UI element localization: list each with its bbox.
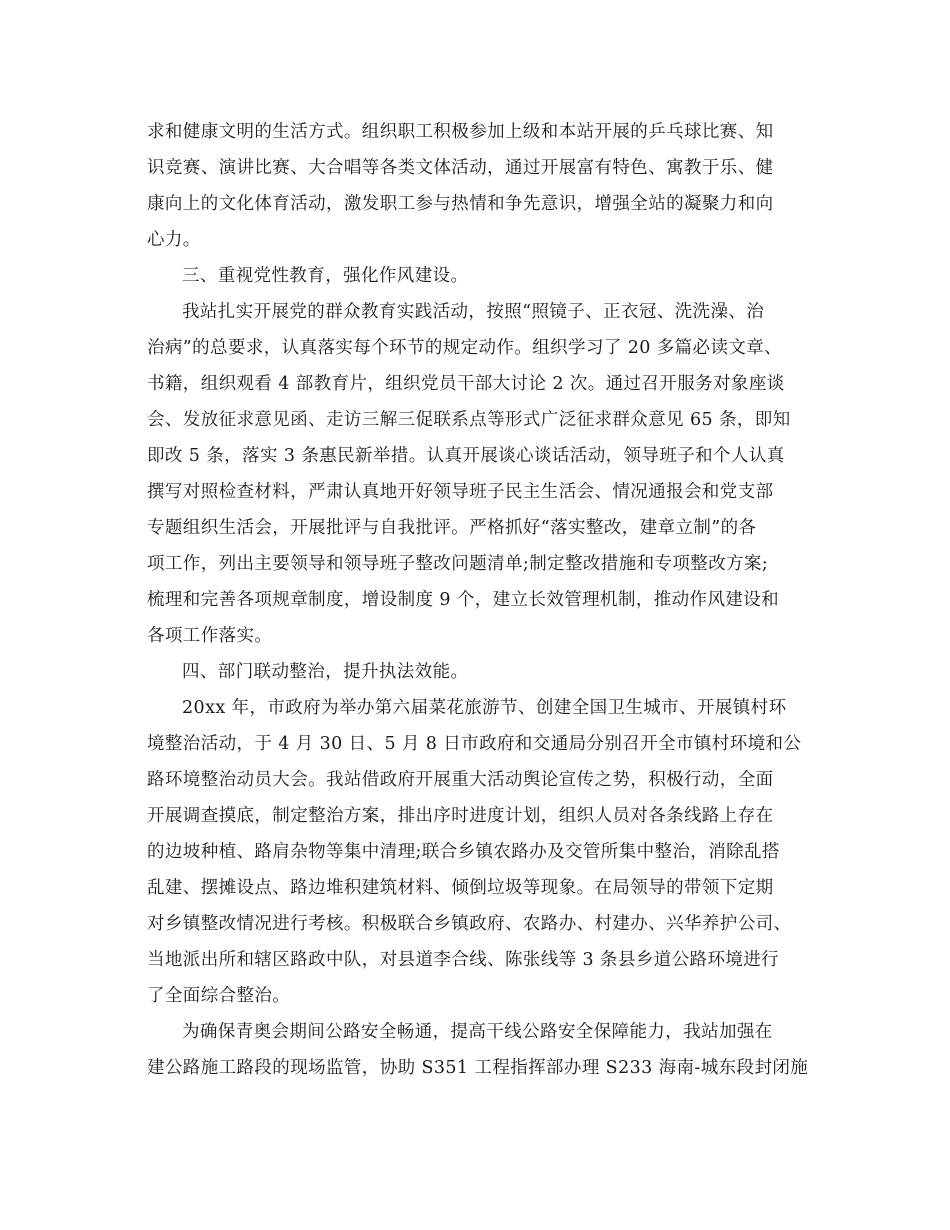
text-line: 对乡镇整改情况进行考核。积极联合乡镇政府、农路办、村建办、兴华养护公司、: [147, 914, 792, 934]
text-line: 求和健康文明的生活方式。组织职工积极参加上级和本站开展的乒乓球比赛、知: [147, 122, 774, 142]
text-line: 境整治活动，于 4 月 30 日、5 月 8 日市政府和交通局分别召开全市镇村环境和公: [147, 734, 802, 754]
section-heading: 四、部门联动整治，提升执法效能。: [182, 662, 469, 682]
text-line: 书籍，组织观看 4 部教育片，组织党员干部大讨论 2 次。通过召开服务对象座谈: [147, 374, 785, 394]
text-line: 当地派出所和辖区路政中队，对县道李合线、陈张线等 3 条县乡道公路环境进行: [147, 950, 780, 970]
text-line: 康向上的文化体育活动，激发职工参与热情和争先意识，增强全站的凝聚力和向: [147, 194, 774, 214]
text-line: 建公路施工路段的现场监管，协助 S351 工程指挥部办理 S233 海南-城东段封闭施: [147, 1058, 809, 1078]
text-line: 治病”的总要求，认真落实每个环节的规定动作。组织学习了 20 多篇必读文章、: [147, 338, 783, 358]
text-line: 路环境整治动员大会。我站借政府开展重大活动舆论宣传之势，积极行动，全面: [147, 770, 774, 790]
text-line: 识竞赛、演讲比赛、大合唱等各类文体活动，通过开展富有特色、寓教于乐、健: [147, 158, 774, 178]
text-line: 20xx 年，市政府为举办第六届菜花旅游节、创建全国卫生城市、开展镇村环: [182, 698, 787, 718]
text-line: 梳理和完善各项规章制度，增设制度 9 个，建立长效管理机制，推动作风建设和: [147, 590, 780, 610]
text-line: 专题组织生活会，开展批评与自我批评。严格抓好“落实整改，建章立制”的各: [147, 518, 757, 538]
text-line: 各项工作落实。: [147, 626, 273, 646]
text-line: 会、发放征求意见函、走访三解三促联系点等形式广泛征求群众意见 65 条，即知: [147, 410, 791, 430]
text-line: 了全面综合整治。: [147, 986, 291, 1006]
text-line: 即改 5 条，落实 3 条惠民新举措。认真开展谈心谈话活动，领导班子和个人认真: [147, 446, 785, 466]
text-line: 心力。: [147, 230, 201, 250]
text-line: 项工作，列出主要领导和领导班子整改问题清单;制定整改措施和专项整改方案;: [147, 554, 769, 574]
text-line: 我站扎实开展党的群众教育实践活动，按照“照镜子、正衣冠、洗洗澡、治: [182, 302, 765, 322]
text-line: 的边坡种植、路肩杂物等集中清理;联合乡镇农路办及交管所集中整治，消除乱搭: [147, 842, 780, 862]
text-line: 乱建、摆摊设点、路边堆积建筑材料、倾倒垃圾等现象。在局领导的带领下定期: [147, 878, 774, 898]
section-heading: 三、重视党性教育，强化作风建设。: [182, 266, 469, 286]
text-line: 为确保青奥会期间公路安全畅通，提高干线公路安全保障能力，我站加强在: [182, 1022, 773, 1042]
text-line: 开展调查摸底，制定整治方案，排出序时进度计划，组织人员对各条线路上存在: [147, 806, 774, 826]
text-line: 撰写对照检查材料，严肃认真地开好领导班子民主生活会、情况通报会和党支部: [147, 482, 774, 502]
